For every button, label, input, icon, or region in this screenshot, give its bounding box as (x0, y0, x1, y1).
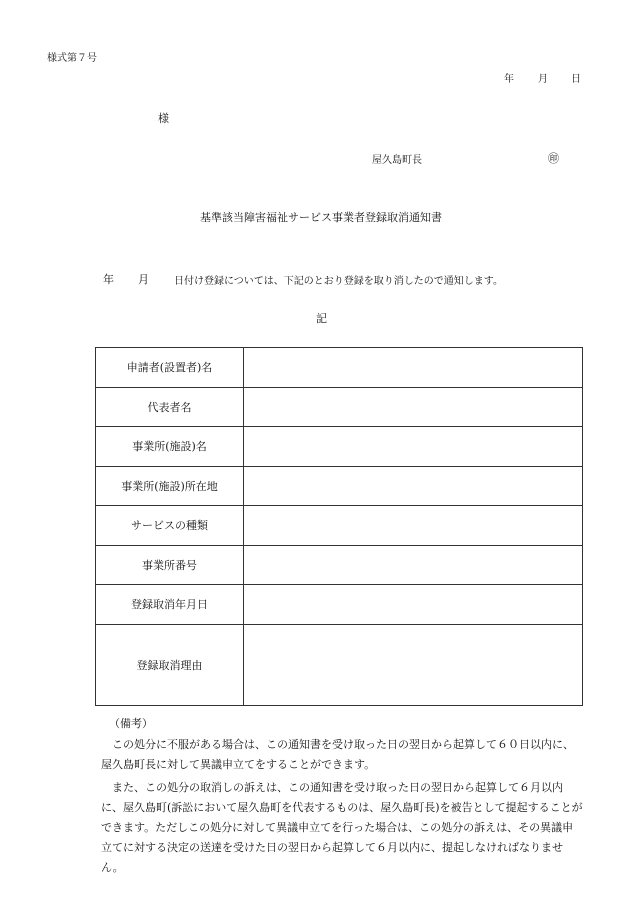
row-label: 事業所番号 (96, 545, 244, 585)
remarks-title: （備考） (109, 717, 153, 730)
date-day-label: 日 (571, 74, 581, 85)
table-row (96, 624, 583, 705)
row-label: 登録取消年月日 (96, 585, 244, 625)
remarks-section (101, 716, 583, 878)
row-label: 申請者(設置者)名 (96, 348, 244, 388)
row-value (244, 545, 583, 585)
table-row (96, 545, 583, 585)
remarks-paragraph: この処分に不服がある場合は、この通知書を受け取った日の翌日から起算して６０日以内に、屋久島町長に対して異議申立てをすることができます。 (101, 738, 574, 771)
row-label: 代表者名 (96, 387, 244, 427)
body-month-label: 月 (138, 273, 149, 286)
row-value (244, 348, 583, 388)
row-value (244, 585, 583, 625)
issuer-name: 屋久島町長 (372, 155, 422, 166)
seal-mark: ㊞ (548, 152, 559, 165)
table-row (96, 466, 583, 506)
notification-text: 日付け登録については、下記のとおり登録を取り消したので通知します。 (174, 276, 503, 287)
table-row (96, 387, 583, 427)
row-value (244, 387, 583, 427)
row-value (244, 466, 583, 506)
row-label: サービスの種類 (96, 506, 244, 546)
row-value (244, 624, 583, 705)
row-label: 登録取消理由 (96, 624, 244, 705)
document-title: 基準該当障害福祉サービス事業者登録取消通知書 (200, 211, 442, 224)
table-row (96, 427, 583, 467)
row-label: 事業所(施設)所在地 (96, 466, 244, 506)
date-month-label: 月 (538, 74, 548, 85)
registration-table (95, 347, 583, 706)
ki-heading: 記 (316, 312, 327, 325)
remarks-paragraph: また、この処分の取消しの訴えは、この通知書を受け取った日の翌日から起算して６月以内に、屋久島町(訴訟において屋久島町を代表するものは、屋久島町長)を被告として提起することができます。ただしこの処分に対して異議申立てを行った場合は、この処分の訴えは、その異議申立てに対する決定の送達を受けた日の翌日から起算して６月以内に、提起しなければなりません。 (101, 781, 583, 874)
form-number: 様式第７号 (47, 53, 97, 64)
date-year-label: 年 (504, 74, 514, 85)
table-row (96, 585, 583, 625)
table-row (96, 506, 583, 546)
addressee-suffix: 様 (158, 112, 169, 125)
body-year-label: 年 (103, 273, 114, 286)
row-value (244, 427, 583, 467)
row-label: 事業所(施設)名 (96, 427, 244, 467)
row-value (244, 506, 583, 546)
table-row (96, 348, 583, 388)
